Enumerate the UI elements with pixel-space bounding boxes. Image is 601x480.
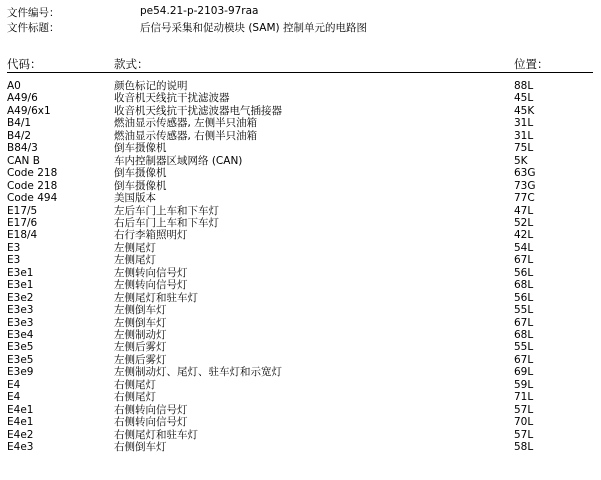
row-code: A0 bbox=[7, 80, 21, 92]
row-description: 左侧转向信号灯 bbox=[114, 279, 188, 292]
row-description: 车内控制器区域网络 (CAN) bbox=[114, 154, 243, 167]
document-title-label: 文件标题： bbox=[7, 22, 60, 34]
table-row bbox=[0, 117, 601, 129]
row-code: B4/1 bbox=[7, 117, 32, 130]
row-code: E4e2 bbox=[7, 428, 34, 441]
row-position: 67L bbox=[514, 316, 534, 329]
row-description: 右侧尾灯 bbox=[114, 378, 156, 391]
row-position: 68L bbox=[514, 279, 534, 292]
table-row bbox=[0, 180, 601, 192]
row-description: 左侧制动灯、尾灯、驻车灯和示宽灯 bbox=[114, 366, 282, 379]
row-position: 67L bbox=[514, 254, 534, 267]
table-row bbox=[0, 292, 601, 304]
table-row bbox=[0, 130, 601, 142]
row-description: 燃油显示传感器, 左侧半只油箱 bbox=[114, 117, 258, 130]
table-row bbox=[0, 80, 601, 92]
row-description: 美国版本 bbox=[114, 192, 156, 205]
row-code: E3 bbox=[7, 241, 21, 254]
row-code: E17/6 bbox=[7, 216, 38, 229]
row-description: 左侧后雾灯 bbox=[114, 353, 167, 366]
row-code: E18/4 bbox=[7, 229, 38, 242]
row-code: Code 218 bbox=[7, 179, 58, 192]
row-description: 颜色标记的说明 bbox=[114, 80, 188, 92]
row-code: E3e2 bbox=[7, 291, 34, 304]
row-description: 倒车摄像机 bbox=[114, 142, 167, 155]
row-code: E4 bbox=[7, 391, 21, 404]
header-divider bbox=[7, 72, 593, 73]
row-position: 71L bbox=[514, 391, 534, 404]
row-position: 67L bbox=[514, 353, 534, 366]
table-row bbox=[0, 429, 601, 441]
row-description: 左侧尾灯 bbox=[114, 241, 156, 254]
row-code: Code 218 bbox=[7, 167, 58, 180]
table-row bbox=[0, 105, 601, 117]
row-code: E3e3 bbox=[7, 316, 34, 329]
row-description: 右侧转向信号灯 bbox=[114, 403, 188, 416]
row-code: B84/3 bbox=[7, 142, 38, 155]
row-code: E3e1 bbox=[7, 279, 34, 292]
row-description: 左侧尾灯和驻车灯 bbox=[114, 291, 198, 304]
row-description: 倒车摄像机 bbox=[114, 167, 167, 180]
table-row bbox=[0, 205, 601, 217]
document-number-label: 文件编号： bbox=[7, 7, 60, 19]
row-description: 右侧转向信号灯 bbox=[114, 416, 188, 429]
table-row bbox=[0, 317, 601, 329]
table-row bbox=[0, 155, 601, 167]
row-description: 左侧转向信号灯 bbox=[114, 266, 188, 279]
row-description: 右后车门上车和下车灯 bbox=[114, 216, 219, 229]
table-row bbox=[0, 304, 601, 316]
row-description: 右行李箱照明灯 bbox=[114, 229, 188, 242]
row-description: 右侧尾灯 bbox=[114, 391, 156, 404]
row-code: E3e1 bbox=[7, 266, 34, 279]
row-position: 5K bbox=[514, 154, 528, 167]
row-position: 68L bbox=[514, 329, 534, 341]
row-position: 58L bbox=[514, 441, 534, 454]
table-row bbox=[0, 267, 601, 279]
table-row bbox=[0, 366, 601, 378]
row-position: 57L bbox=[514, 428, 534, 441]
row-code: Code 494 bbox=[7, 192, 58, 205]
row-position: 59L bbox=[514, 378, 534, 391]
row-position: 31L bbox=[514, 117, 534, 130]
table-row bbox=[0, 242, 601, 254]
row-code: E3e3 bbox=[7, 304, 34, 317]
row-description: 左后车门上车和下车灯 bbox=[114, 204, 219, 217]
row-position: 54L bbox=[514, 241, 534, 254]
row-code: E3 bbox=[7, 254, 21, 267]
table-row bbox=[0, 192, 601, 204]
row-code: A49/6x1 bbox=[7, 104, 51, 117]
row-description: 左侧制动灯 bbox=[114, 329, 167, 341]
row-position: 73G bbox=[514, 179, 536, 192]
row-code: E3e4 bbox=[7, 329, 34, 341]
row-position: 69L bbox=[514, 366, 534, 379]
row-position: 70L bbox=[514, 416, 534, 429]
row-code: E4e1 bbox=[7, 403, 34, 416]
row-position: 77C bbox=[514, 192, 535, 205]
row-code: E3e9 bbox=[7, 366, 34, 379]
table-row bbox=[0, 354, 601, 366]
row-code: E3e5 bbox=[7, 341, 34, 354]
column-header-code: 代码： bbox=[7, 57, 42, 71]
table-row bbox=[0, 341, 601, 353]
row-code: E4 bbox=[7, 378, 21, 391]
row-description: 左侧尾灯 bbox=[114, 254, 156, 267]
table-row bbox=[0, 167, 601, 179]
document-number-value: pe54.21-p-2103-97raa bbox=[140, 5, 259, 17]
row-position: 52L bbox=[514, 216, 534, 229]
row-code: B4/2 bbox=[7, 129, 32, 142]
row-position: 45K bbox=[514, 104, 535, 117]
row-description: 右侧尾灯和驻车灯 bbox=[114, 428, 198, 441]
table-row bbox=[0, 441, 601, 453]
table-row bbox=[0, 379, 601, 391]
row-position: 55L bbox=[514, 304, 534, 317]
row-code: E4e1 bbox=[7, 416, 34, 429]
row-code: CAN B bbox=[7, 154, 40, 167]
table-row bbox=[0, 229, 601, 241]
row-description: 左侧后雾灯 bbox=[114, 341, 167, 354]
row-description: 倒车摄像机 bbox=[114, 179, 167, 192]
table-row bbox=[0, 329, 601, 341]
row-description: 收音机天线抗干扰滤波器 bbox=[114, 92, 230, 105]
row-position: 42L bbox=[514, 229, 534, 242]
row-position: 57L bbox=[514, 403, 534, 416]
row-position: 55L bbox=[514, 341, 534, 354]
row-code: A49/6 bbox=[7, 92, 38, 105]
table-row bbox=[0, 254, 601, 266]
row-code: E17/5 bbox=[7, 204, 38, 217]
row-position: 56L bbox=[514, 291, 534, 304]
row-code: E3e5 bbox=[7, 353, 34, 366]
row-description: 燃油显示传感器, 右侧半只油箱 bbox=[114, 129, 258, 142]
row-code: E4e3 bbox=[7, 441, 34, 454]
row-position: 45L bbox=[514, 92, 534, 105]
column-header-description: 款式： bbox=[114, 57, 149, 71]
row-description: 收音机天线抗干扰滤波器电气插接器 bbox=[114, 104, 282, 117]
table-row bbox=[0, 279, 601, 291]
table-row bbox=[0, 217, 601, 229]
row-position: 63G bbox=[514, 167, 536, 180]
row-position: 47L bbox=[514, 204, 534, 217]
document-title-value: 后信号采集和促动模块 (SAM) 控制单元的电路图 bbox=[140, 22, 367, 34]
row-description: 右侧倒车灯 bbox=[114, 441, 167, 454]
table-row bbox=[0, 416, 601, 428]
row-position: 56L bbox=[514, 266, 534, 279]
row-position: 31L bbox=[514, 129, 534, 142]
table-row bbox=[0, 391, 601, 403]
row-position: 88L bbox=[514, 80, 534, 92]
column-header-position: 位置： bbox=[514, 57, 549, 71]
row-description: 左侧倒车灯 bbox=[114, 304, 167, 317]
row-description: 左侧倒车灯 bbox=[114, 316, 167, 329]
table-row bbox=[0, 404, 601, 416]
table-row bbox=[0, 92, 601, 104]
row-position: 75L bbox=[514, 142, 534, 155]
table-row bbox=[0, 142, 601, 154]
